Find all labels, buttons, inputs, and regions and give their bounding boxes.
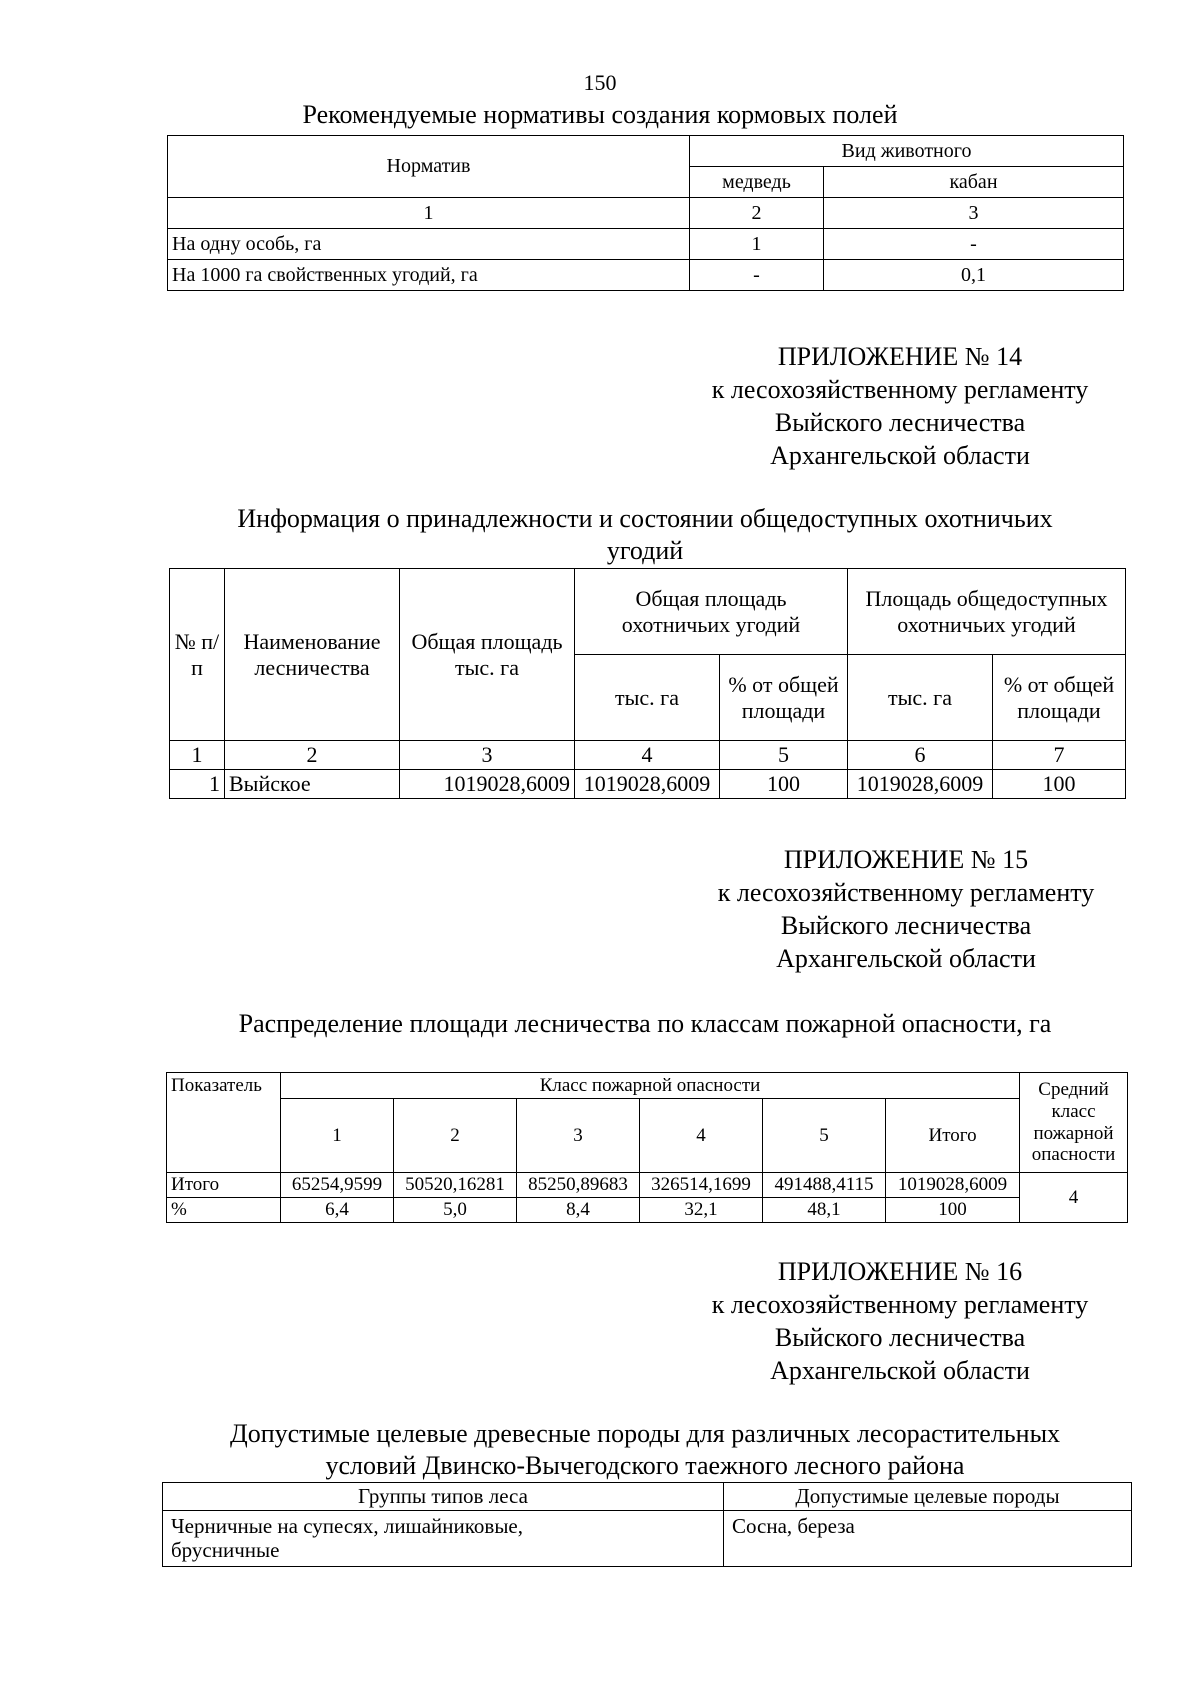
cell-species: Сосна, береза	[724, 1511, 1132, 1567]
cell-value: 48,1	[763, 1198, 886, 1223]
table-row	[168, 260, 1124, 291]
cell-value: 50520,16281	[394, 1173, 517, 1198]
table-row	[168, 229, 1124, 260]
col-num: 4	[575, 741, 720, 770]
table-row	[167, 1173, 1128, 1198]
header-class-2: 2	[394, 1099, 517, 1173]
header-hunting-area: Общая площадь охотничьих угодий	[575, 569, 848, 655]
cell-hunt-ths: 1019028,6009	[575, 770, 720, 799]
tree-species-table	[162, 1482, 1132, 1567]
col-num: 3	[400, 741, 575, 770]
cell-value: 6,4	[281, 1198, 394, 1223]
appendix-title: ПРИЛОЖЕНИЕ № 16	[777, 1257, 1023, 1286]
row-label: На одну особь, га	[168, 229, 690, 260]
cell-avg-class: 4	[1020, 1173, 1128, 1223]
header-boar: кабан	[824, 167, 1124, 198]
table1-title: Рекомендуемые нормативы создания кормовых полей	[302, 100, 898, 129]
feeding-fields-table	[167, 135, 1124, 291]
cell-value: 65254,9599	[281, 1173, 394, 1198]
cell-value: 326514,1699	[640, 1173, 763, 1198]
cell-name: Выйское	[225, 770, 400, 799]
cell-value: 491488,4115	[763, 1173, 886, 1198]
col-num: 1	[170, 741, 225, 770]
cell-value: 8,4	[517, 1198, 640, 1223]
cell-num: 1	[170, 770, 225, 799]
header-animal-type: Вид животного	[690, 136, 1124, 167]
cell-forest-group	[163, 1511, 724, 1567]
appendix-line: к лесохозяйственному регламенту	[711, 375, 1089, 404]
title-line: условий Двинско-Вычегодского таежного лесного района	[325, 1451, 965, 1480]
appendix-line: к лесохозяйственному регламенту	[711, 1290, 1089, 1319]
header-bear: медведь	[690, 167, 824, 198]
header-thousand-ha: тыс. га	[575, 655, 720, 741]
col-num: 7	[993, 741, 1126, 770]
col-num: 3	[824, 198, 1124, 229]
hunting-grounds-table	[169, 568, 1126, 799]
header-percent: % от общей площади	[720, 655, 848, 741]
cell-boar: -	[824, 229, 1124, 260]
header-normativ: Норматив	[168, 136, 690, 198]
appendix-title: ПРИЛОЖЕНИЕ № 15	[783, 845, 1029, 874]
header-thousand-ha: тыс. га	[848, 655, 993, 741]
header-percent: % от общей площади	[993, 655, 1126, 741]
header-target-species: Допустимые целевые породы	[724, 1483, 1132, 1511]
header-class-5: 5	[763, 1099, 886, 1173]
appendix-15-heading	[676, 843, 1136, 975]
title-line: угодий	[606, 536, 684, 565]
row-label: %	[167, 1198, 281, 1223]
table-row	[167, 1198, 1128, 1223]
cell-pub-pct: 100	[993, 770, 1126, 799]
table-row	[170, 770, 1126, 799]
header-class-total: Итого	[886, 1099, 1020, 1173]
fire-danger-table	[166, 1072, 1128, 1223]
title-line: Допустимые целевые древесные породы для различных лесорастительных	[229, 1419, 1061, 1448]
appendix-line: Выйского лесничества	[780, 911, 1032, 940]
cell-value: 100	[886, 1198, 1020, 1223]
appendix-line: Архангельской области	[776, 944, 1036, 973]
col-num: 2	[225, 741, 400, 770]
header-class-1: 1	[281, 1099, 394, 1173]
col-num: 6	[848, 741, 993, 770]
col-num: 2	[690, 198, 824, 229]
header-fire-class: Класс пожарной опасности	[281, 1073, 1020, 1099]
header-avg-class: Средний класс пожарной опасности	[1020, 1073, 1128, 1173]
appendix-title: ПРИЛОЖЕНИЕ № 14	[777, 342, 1023, 371]
cell-bear: -	[690, 260, 824, 291]
header-class-3: 3	[517, 1099, 640, 1173]
header-public-area: Площадь общедоступных охотничьих угодий	[848, 569, 1126, 655]
table-row	[163, 1511, 1132, 1567]
appendix-line: Выйского лесничества	[774, 1323, 1026, 1352]
cell-value: 32,1	[640, 1198, 763, 1223]
appendix-line: Архангельской области	[770, 1356, 1030, 1385]
col-num: 1	[168, 198, 690, 229]
cell-value: 1019028,6009	[886, 1173, 1020, 1198]
appendix-line: Выйского лесничества	[774, 408, 1026, 437]
appendix-line: Архангельской области	[770, 441, 1030, 470]
page-number: 150	[583, 70, 617, 95]
cell-boar: 0,1	[824, 260, 1124, 291]
row-label: На 1000 га свойственных угодий, га	[168, 260, 690, 291]
table2-title	[0, 503, 1200, 567]
appendix-line: к лесохозяйственному регламенту	[717, 878, 1095, 907]
cell-value: 5,0	[394, 1198, 517, 1223]
header-name: Наименование лесничества	[225, 569, 400, 741]
header-num: № п/п	[170, 569, 225, 741]
title-line: Информация о принадлежности и состоянии общедоступных охотничьих	[237, 504, 1053, 533]
cell-hunt-pct: 100	[720, 770, 848, 799]
cell-bear: 1	[690, 229, 824, 260]
forest-group-text: Черничные на супесях, лишайниковые, брусничные	[171, 1514, 523, 1563]
col-num: 5	[720, 741, 848, 770]
header-forest-groups: Группы типов леса	[163, 1483, 724, 1511]
header-class-4: 4	[640, 1099, 763, 1173]
appendix-14-heading	[670, 340, 1130, 472]
cell-value: 85250,89683	[517, 1173, 640, 1198]
cell-total: 1019028,6009	[400, 770, 575, 799]
header-indicator: Показатель	[167, 1073, 281, 1173]
appendix-16-heading	[670, 1255, 1130, 1387]
table4-title	[0, 1418, 1200, 1482]
row-label: Итого	[167, 1173, 281, 1198]
table3-title: Распределение площади лесничества по классам пожарной опасности, га	[238, 1009, 1052, 1038]
header-total-area: Общая площадь тыс. га	[400, 569, 575, 741]
cell-pub-ths: 1019028,6009	[848, 770, 993, 799]
